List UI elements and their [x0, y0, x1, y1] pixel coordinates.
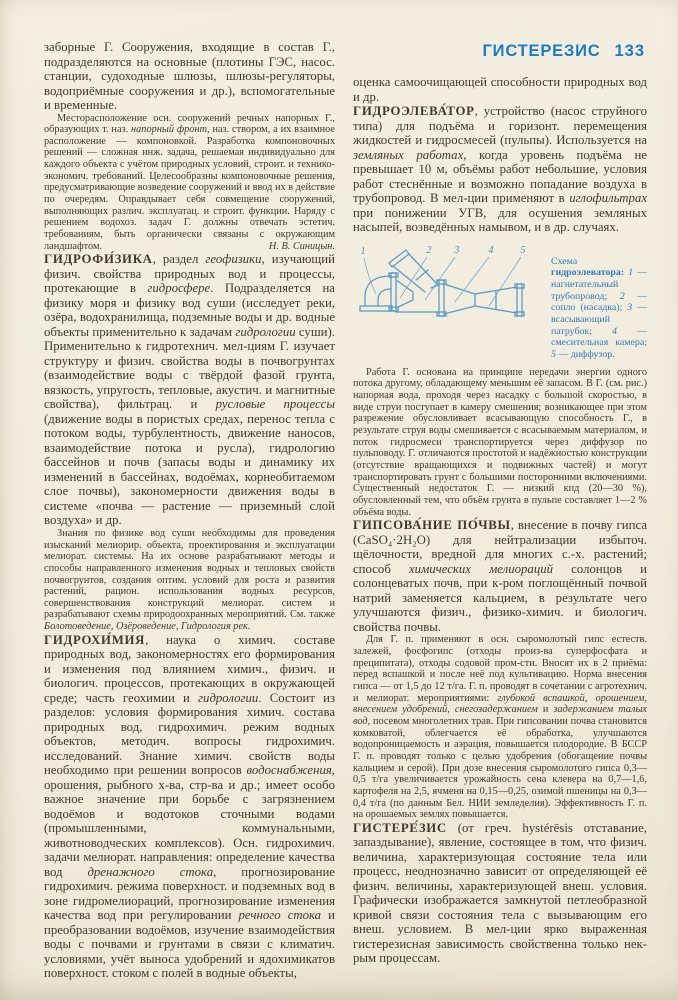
- mixing-cone-top: [444, 284, 475, 294]
- outlet-flange-tab-top: [515, 284, 524, 288]
- leader-line-4: [455, 257, 489, 302]
- inlet-flange: [360, 306, 392, 311]
- part-label-3: 3: [454, 244, 460, 256]
- part-label-2: 2: [426, 244, 432, 256]
- entry-gisterezis: ГИСТЕРЕ́ЗИС (от греч. hystérēsis отставание, запаздывание), явление, состоящее в том, что физич. величина, характеризующая состояние тела или процесс, неоднозначно зависит от определяющей её физич. величины, характеризующей внеш. условия. Графически изображается замкнутой петлеобразной кривой связи состояния тела с вызывающим его внеш. условием. В мел-ции ярко выраженная гистерезисная зависимость свойственна только нек-рым процессам.: [353, 820, 647, 966]
- hydroelevator-figure: [353, 242, 647, 361]
- entry-gidrofizika: ГИДРОФИ́ЗИКА, раздел геофизики, изучающий физич. свойства природных вод и процессы, протекающие в гидросфере. Подразделяется на физику моря и физику вод суши (исследует реки, озёра, водохранилища, подземные воды и др. водные объекты применительно к задачам гидрологии суши). Применительно к гидротехнич. мел-циям Г. изучает структуру и физич. свойства воды в почвогрунтах (взаимодействие воды с твёрдой фазой грунта, вязкость, упругость, тепловые, акустич. и магнитные свойства), фильтрац. и русловые процессы (движение воды в пористых средах, перенос тепла с потоком воды, турбулентность, движение наносов, взаимодействие потока и русла), гидрологию бассейнов и почв (запасы воды и динамику их изменений в бассейнах, водоёмах, корнеобитаемом слое почвы), закономерности движения воды в системе «почва — растение — приземный слой воздуха» и др.: [44, 252, 335, 528]
- page-number: 133: [614, 42, 645, 60]
- running-head: [353, 42, 645, 61]
- paragraph-fine-print: Для Г. п. применяют в осн. сыромолотый гипс естеств. залежей, фосфогипс (отходы произ-ва суперфосфата и преципитата), отходы содовой пром-сти. Вносят их в 2 приёма: перед вспашкой и после неё под культивацию. Норма внесения гипса — от 1,5 до 12 т/га. Г. п. проводят в сочетании с агротехнич. и мелиорат. мероприятиями: глубокой вспашкой, орошением, внесением удобрений, снегозадержанием и задержанием талых вод, посевом многолетних трав. При гипсовании почва становится комковатой, облегчается её обработка, улучшаются водопроницаемость и аэрация, повышается плодородие. В БССР Г. п. проводят только с целью удобрения (обогащение почвы кальцием и серой). При дозе внесения сыромолотого гипса 0,3—0,5 т/га увеличивается урожайность сена клевера на 0,7—1,6, картофеля на 2,5, ячменя на 0,15—0,25, озимой пшеницы на 0,3—0,4 т/га (по данным Бел. НИИ земледелия). Эффективность Г. п. на орошаемых землях повышается.: [353, 634, 647, 821]
- entry-gipsovanie-pochvy: ГИПСОВА́НИЕ ПО́ЧВЫ, внесение в почву гипса (CaSO₄·2H₂O) для нейтрализации избыточ. щёлочности, вредной для многих с.-х. растений; способ химических мелиораций солонцов и солонцеватых почв, при к-ром поглощённый почвой натрий заменяется кальцием, в результате чего улучшаются физич., физико-химич. и биологич. свойства почвы.: [353, 518, 648, 634]
- left-column: [44, 40, 335, 981]
- suction-pipe-upper-edge: [409, 254, 437, 284]
- entry-gidroelevator: ГИДРОЭЛЕВА́ТОР, устройство (насос струйного типа) для подъёма и горизонт. перемещения жидкостей и гидросмесей (пульпы). Используется на земляных работах, когда уровень подъёма не превышает 10 м, объёмы работ небольшие, условия работ стеснённые и возможно попадание воздуха в трубопровод. В мел-ции применяют в иглофильтрах при понижении УГВ, для осушения земляных насыпей, возведённых намывом, и в др. случаях.: [353, 104, 647, 234]
- figure-caption: Схема гидроэлеватора: 1 — нагнетательный трубопровод; 2 — сопло (насадка); 3 — всасывающий патрубок; 4 — смесительная камера; 5 — диффузор.: [551, 255, 648, 361]
- paragraph-fine-print: Месторасположение осн. сооружений речных напорных Г., образующих т. наз. напорный фронт, наз. створом, а их взаимное расположение — компоновкой. Разработка компоновочных решений — сложная инж. задача, решаемая индивидуально для каждого объекта с учётом природных условий, строит. и технико-экономич. требований. Целесообразны компоновочные решения, предусматривающие возведение сооружений и ввод их в действие по очередям. Оправдывает себя совмещение сооружений, выполняющих различ. эксплуатац. и строит. функции. Наряду с решением водохоз. задач Г. должны отвечать эстетич. требованиям, быть органически связаны с окружающим ландшафтом. Н. В. Синицын.: [44, 112, 335, 252]
- paragraph-continuation: заборные Г. Сооружения, входящие в состав Г., подразделяются на основные (плотины ГЭС, насос. станции, судоходные шлюзы, шлюзы-регуляторы, водоприёмные сооружения и др.), вспомогательные и временные.: [44, 40, 335, 112]
- outlet-flange: [517, 284, 522, 316]
- hydroelevator-diagram: [353, 242, 543, 350]
- suction-pipe-lower-edge: [393, 266, 425, 292]
- part-label-5: 5: [520, 244, 526, 256]
- mixing-cone-bottom: [444, 306, 475, 314]
- part-label-4: 4: [488, 244, 494, 256]
- paragraph-fine-print: Знания по физике вод суши необходимы для проведения изысканий мелиорир. объекта, проектирования и эксплуатации мелиорат. системы. На их основе разрабатывают методы и способы направленного изменения водных и тепловых свойств почвогрунтов, создания оптим. условий для роста и развития растений, рацион. использования водных ресурсов, совершенствования конструкций мелиорат. систем и разрабатывают схемы природоохранных мероприятий. См. также Болотоведение, Озёроведение, Гидрология рек.: [44, 527, 335, 633]
- nozzle-cone: [396, 280, 413, 308]
- entry-gidrokhimiya: ГИДРОХИ́МИЯ, наука о химич. составе природных вод, закономерностях его формирования и изменения под влиянием химич., физич. и биологич. процессов, протекающих в окружающей среде; часть геохимии и гидрологии. Состоит из разделов: условия формирования химич. состава природных вод, гидрохимич. режим водных объектов, методич. вопросы гидрохимич. исследований. Знание химич. свойств воды необходимо при решении вопросов водоснабжения, орошения, рыбного х-ва, стр-ва и др.; имеет особо важное значение при борьбе с загрязнением водоёмов и водотоков сточными водами (промышленными, коммунальными, животноводческих комплексов). Осн. гидрохимич. задачи мелиорат. направления: определение качества вод дренажного стока, прогнозирование гидрохимич. режима поверхност. и подземных вод в зоне гидромелиораций, прогнозирование изменения качества вод при регулировании речного стока и преобразовании водоёмов, изучение взаимодействия воды с почвами и грунтами в связи с климатич. условиями, учёт выноса удобрений и ядохимикатов поверхност. стоком с полей в водные объекты,: [44, 632, 335, 981]
- nozzle-flange: [391, 273, 396, 311]
- suction-pipe-flange: [389, 250, 409, 267]
- running-head-title: ГИСТЕРЕЗИС: [482, 42, 601, 60]
- paragraph-fine-print: Работа Г. основана на принципе передачи энергии одного потока другому, обладающему меньшим её запасом. В Г. (см. рис.) напорная вода, проходя через насадку с большой скоростью, в виде струи поступает в камеру смешения; возникающее при этом разрежение обусловливает всасывающую способность Г., в результате струя воды смешивается с всасываемым материалом, и поток гидросмеси транспортируется через диффузор по пульповоду. Г. отличаются простотой и надёжностью конструкции (отсутствие вращающихся и подвижных частей) и могут транспортировать грунт с большими посторонними включениями. Существенный недостаток Г. — низкий кпд (20—30 %), обусловленный тем, что объём грунта в пульпе составляет 1—2 % объёма воды.: [353, 366, 647, 518]
- paragraph-continuation: оценка самоочищающей способности природных вод и др.: [353, 75, 647, 104]
- right-column: [353, 40, 647, 966]
- elbow-pipe-inner: [378, 289, 391, 306]
- chamber-flange: [439, 280, 444, 316]
- part-label-1: 1: [360, 245, 366, 257]
- leader-line-3: [425, 257, 455, 300]
- leader-line-5: [489, 257, 521, 306]
- outlet-flange-tab-bottom: [515, 312, 524, 316]
